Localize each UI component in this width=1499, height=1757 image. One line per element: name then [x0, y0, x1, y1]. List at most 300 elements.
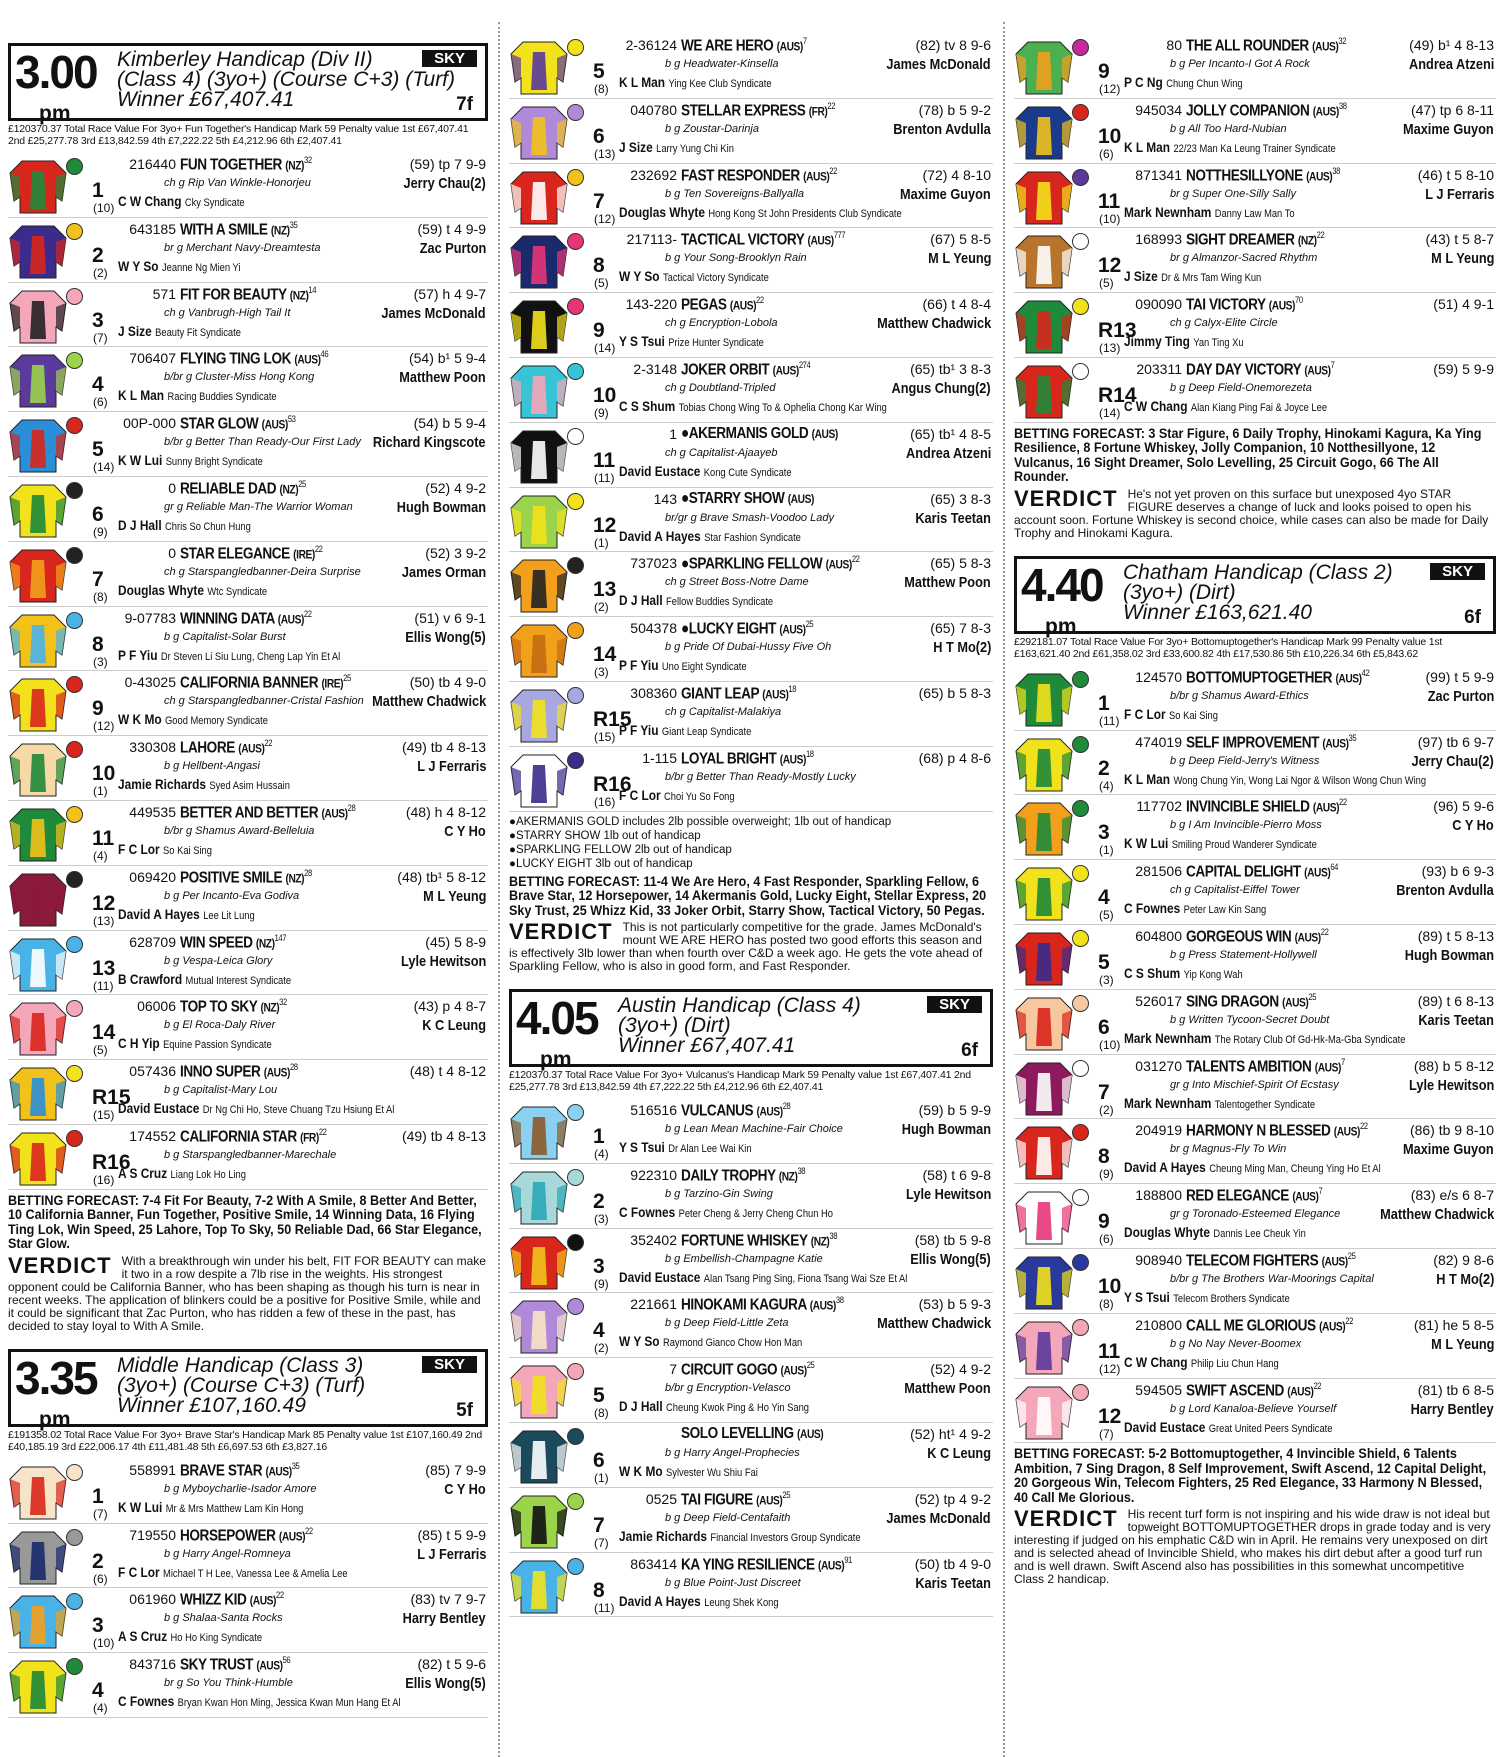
- recent-form: 330308: [129, 739, 176, 756]
- jockey-silks-icon: [8, 416, 68, 474]
- horse-name[interactable]: CIRCUIT GOGO (AUS)$^{25}$: [681, 1360, 815, 1379]
- runner-entry[interactable]: [8, 1653, 488, 1718]
- cap-icon: [1072, 930, 1089, 947]
- days-since-run: 28: [782, 1101, 791, 1112]
- horse-country: (IRE): [321, 676, 344, 691]
- jockey-silks-icon: [1014, 1188, 1074, 1246]
- runner-entry[interactable]: [8, 153, 488, 218]
- horse-name[interactable]: SOLO LEVELLING (AUS): [681, 1425, 824, 1443]
- recent-form: 040780: [630, 101, 677, 118]
- jockey-name: Jerry Chau(2): [403, 175, 486, 192]
- trainer-name: J Size Larry Yung Chi Kin: [619, 138, 734, 155]
- breeding: b g Zoustar-Darinja: [665, 122, 759, 135]
- runner-entry[interactable]: [8, 995, 488, 1060]
- horse-name[interactable]: FORTUNE WHISKEY (NZ)$^{38}$: [681, 1230, 838, 1249]
- horse-name[interactable]: TAI VICTORY (AUS)$^{70}$: [1186, 295, 1303, 314]
- cap-icon: [567, 557, 584, 574]
- horse-name[interactable]: LOYAL BRIGHT (AUS)$^{18}$: [681, 748, 814, 768]
- horse-name[interactable]: BETTER AND BETTER (AUS)$^{28}$: [180, 802, 356, 822]
- jockey-name: Lyle Hewitson: [400, 952, 486, 970]
- jockey-name: C Y Ho: [444, 822, 486, 840]
- horse-country: (AUS): [729, 298, 757, 313]
- cap-icon: [567, 298, 584, 315]
- rating-age-weight: (97) tb 6 9-7: [1417, 733, 1494, 750]
- verdict-label: VERDICT: [1014, 485, 1118, 511]
- owner-name: Mr & Mrs Matthew Lam Kin Hong: [165, 1502, 304, 1515]
- horse-country: (AUS): [1304, 865, 1331, 880]
- horse-country: (FR): [808, 104, 828, 119]
- draw-number: (4): [594, 1147, 609, 1162]
- horse-name[interactable]: SKY TRUST (AUS)$^{56}$: [180, 1655, 291, 1674]
- cap-icon: [66, 158, 83, 175]
- cap-icon: [66, 612, 83, 629]
- runner-entry[interactable]: [1014, 1184, 1496, 1249]
- horse-country: (NZ): [285, 871, 305, 886]
- rating-age-weight: (52) ht¹ 4 9-2: [910, 1426, 991, 1443]
- runner-entry[interactable]: [509, 682, 993, 747]
- column-2: [509, 0, 993, 1757]
- horse-name[interactable]: SELF IMPROVEMENT (AUS)$^{35}$: [1186, 732, 1357, 751]
- jockey-name: Maxime Guyon: [900, 185, 991, 203]
- days-since-run: 22: [318, 1126, 327, 1137]
- recent-form: 061960: [129, 1591, 176, 1608]
- horse-name[interactable]: THE ALL ROUNDER (AUS)$^{32}$: [1186, 36, 1347, 55]
- runner-entry[interactable]: [1014, 228, 1496, 293]
- horse-country: (AUS): [779, 752, 806, 767]
- recent-form: 7: [669, 1361, 677, 1378]
- recent-form: 204919: [1135, 1122, 1182, 1139]
- runner-entry[interactable]: [1014, 1314, 1496, 1379]
- horse-name[interactable]: INNO SUPER (AUS)$^{28}$: [180, 1062, 298, 1081]
- days-since-run: 42: [1361, 667, 1370, 678]
- saddle-number: 5: [593, 60, 605, 83]
- jockey-silks-icon: [509, 103, 569, 161]
- trainer-name: P F Yiu Dr Steven Li Siu Lung, Cheng Lap Yin Et Al: [118, 646, 341, 663]
- jockey-name: Harry Bentley: [1411, 1400, 1494, 1418]
- runner-entry[interactable]: [8, 1459, 488, 1524]
- trainer-name: David Eustace Alan Tsang Ping Sing, Fiona Tsang Wai Sze Et Al: [619, 1268, 908, 1285]
- horse-name[interactable]: GIANT LEAP (AUS)$^{18}$: [681, 683, 797, 703]
- recent-form: 143: [653, 490, 677, 507]
- owner-name: Syed Asim Hussain: [209, 780, 290, 793]
- owner-name: Yip Kong Wah: [1183, 968, 1243, 981]
- cap-icon: [1072, 800, 1089, 817]
- runner-entry[interactable]: [8, 1125, 488, 1190]
- horse-country: (AUS): [1268, 298, 1296, 313]
- cap-icon: [1072, 995, 1089, 1012]
- trainer-name: W Y So Jeanne Ng Mien Yi: [118, 257, 241, 274]
- runner-entry[interactable]: [1014, 1379, 1496, 1444]
- runner-entry[interactable]: [1014, 1249, 1496, 1314]
- draw-number: (14): [1099, 405, 1121, 420]
- race-time: [11, 46, 117, 125]
- jockey-name: Matthew Chadwick: [876, 315, 991, 333]
- race-title: Kimberley Handicap (Div II): [117, 48, 373, 71]
- days-since-run: 7: [1340, 1056, 1345, 1067]
- horse-name[interactable]: ●STARRY SHOW (AUS): [681, 489, 814, 507]
- breeding: b g Shalaa-Santa Rocks: [164, 1612, 283, 1625]
- breeding: b g Lord Kanaloa-Believe Yourself: [1170, 1402, 1337, 1415]
- horse-name[interactable]: CAPITAL DELIGHT (AUS)$^{64}$: [1186, 862, 1338, 881]
- horse-country: (NZ): [289, 287, 309, 302]
- horse-name[interactable]: GORGEOUS WIN (AUS)$^{22}$: [1186, 926, 1329, 946]
- horse-name[interactable]: BRAVE STAR (AUS)$^{35}$: [180, 1460, 300, 1480]
- runner-entry[interactable]: [509, 552, 993, 617]
- saddle-number: 12: [92, 891, 116, 915]
- horse-name[interactable]: BOTTOMUPTOGETHER (AUS)$^{42}$: [1186, 667, 1370, 687]
- trainer-name: K W Lui Mr & Mrs Matthew Lam Kin Hong: [118, 1498, 304, 1515]
- horse-name[interactable]: KA YING RESILIENCE (AUS)$^{91}$: [681, 1554, 852, 1573]
- runner-entry[interactable]: [8, 1588, 488, 1653]
- trainer-name: K L Man 22/23 Man Ka Leung Trainer Syndicate: [1124, 138, 1336, 155]
- horse-name[interactable]: FIT FOR BEAUTY (NZ)$^{14}$: [180, 284, 317, 303]
- days-since-run: 35: [291, 1460, 300, 1471]
- horse-country: (AUS): [1321, 1254, 1348, 1269]
- cap-icon: [66, 482, 83, 499]
- days-since-run: 38: [1338, 100, 1347, 111]
- runner-entry[interactable]: [1014, 860, 1496, 925]
- days-since-run: 22: [1316, 230, 1325, 241]
- recent-form: 737023: [630, 555, 677, 572]
- horse-name[interactable]: INVINCIBLE SHIELD (AUS)$^{22}$: [1186, 797, 1347, 816]
- runner-entry[interactable]: [509, 1229, 993, 1294]
- trainer-name: C W Chang Cky Syndicate: [118, 193, 245, 209]
- runner-entry[interactable]: [509, 1164, 993, 1229]
- days-since-run: 274: [798, 359, 811, 370]
- jockey-silks-icon: [1014, 735, 1074, 793]
- breeding: b g Harry Angel-Prophecies: [665, 1447, 800, 1460]
- runner-entry[interactable]: [1014, 293, 1496, 358]
- runner-entry[interactable]: [509, 293, 993, 358]
- recent-form: 281506: [1135, 863, 1182, 880]
- rating-age-weight: (65) 7 8-3: [930, 620, 991, 637]
- horse-name[interactable]: CALIFORNIA BANNER (IRE)$^{25}$: [180, 673, 351, 692]
- runner-entry[interactable]: [1014, 990, 1496, 1055]
- saddle-number: 5: [593, 1384, 605, 1408]
- horse-name[interactable]: SING DRAGON (AUS)$^{25}$: [1186, 991, 1317, 1011]
- days-since-run: 28: [289, 1062, 298, 1073]
- saddle-number: 13: [593, 578, 617, 602]
- tv-channel-badge: SKY: [1430, 563, 1485, 580]
- runner-entry[interactable]: [509, 1423, 993, 1488]
- runner-entry[interactable]: [8, 1524, 488, 1589]
- runner-entry[interactable]: [509, 358, 993, 423]
- runner-entry[interactable]: [509, 1488, 993, 1553]
- betting-forecast: BETTING FORECAST: 7-4 Fit For Beauty, 7-2 With A Smile, 8 Better And Better, 10 California Banner, Fun Together, Positive Smile, 14 Winning Data, 16 Flying Ting Lok, Win Speed, 25 Lahore, Top To Sky, 50 Reliable Dad, 66 Star Elegance, Star Glow.: [8, 1191, 482, 1252]
- horse-name[interactable]: DAY DAY VICTORY (AUS)$^7$: [1186, 359, 1335, 379]
- days-since-run: 53: [287, 414, 296, 425]
- horse-name[interactable]: ●SPARKLING FELLOW (AUS)$^{22}$: [681, 554, 860, 573]
- cap-icon: [567, 1298, 584, 1315]
- draw-number: (13): [93, 913, 115, 928]
- runner-entry[interactable]: [8, 218, 488, 283]
- horse-name[interactable]: DAILY TROPHY (NZ)$^{38}$: [681, 1165, 806, 1185]
- runner-entry[interactable]: [509, 488, 993, 553]
- horse-country: (AUS): [1292, 1189, 1319, 1204]
- rating-age-weight: (96) 5 9-6: [1433, 798, 1494, 815]
- owner-name: Cheung Kwok Ping & Ho Yin Sang: [666, 1402, 810, 1415]
- draw-number: (5): [594, 276, 609, 291]
- runner-entry[interactable]: [1014, 164, 1496, 229]
- owner-name: Cky Syndicate: [184, 197, 245, 209]
- runner-entry[interactable]: [1014, 925, 1496, 990]
- jockey-name: Andrea Atzeni: [1408, 56, 1494, 73]
- horse-name[interactable]: VULCANUS (AUS)$^{28}$: [681, 1101, 791, 1120]
- runner-entry[interactable]: [8, 347, 488, 412]
- days-since-run: 22: [829, 165, 837, 176]
- cap-icon: [66, 417, 83, 434]
- runner-entry[interactable]: [1014, 731, 1496, 796]
- jockey-name: Ellis Wong(5): [405, 628, 486, 646]
- trainer-name: P F Yiu Giant Leap Syndicate: [619, 721, 752, 738]
- breeding: ch g Encryption-Lobola: [665, 317, 778, 330]
- breeding: ch g Capitalist-Eiffel Tower: [1170, 884, 1300, 897]
- horse-name[interactable]: ●LUCKY EIGHT (AUS)$^{25}$: [681, 619, 814, 638]
- trainer-name: Y S Tsui Telecom Brothers Syndicate: [1124, 1288, 1290, 1305]
- trainer-name: C S Shum Yip Kong Wah: [1124, 964, 1243, 981]
- jockey-name: Andrea Atzeni: [905, 444, 991, 462]
- rating-age-weight: (59) t 4 9-9: [417, 220, 486, 237]
- horse-country: (AUS): [263, 1065, 290, 1080]
- horse-name[interactable]: WITH A SMILE (NZ)$^{35}$: [180, 219, 298, 239]
- jockey-name: Maxime Guyon: [1403, 1141, 1494, 1159]
- runner-entry[interactable]: [1014, 795, 1496, 860]
- horse-country: (FR): [300, 1130, 319, 1145]
- saddle-number: 2: [593, 1189, 605, 1213]
- horse-name[interactable]: TACTICAL VICTORY (AUS)$^{777}$: [681, 230, 846, 249]
- race-time-pm: pm: [1045, 614, 1077, 638]
- horse-name[interactable]: WINNING DATA (AUS)$^{22}$: [180, 608, 312, 627]
- cap-icon: [567, 687, 584, 704]
- horse-country: (AUS): [321, 806, 348, 821]
- saddle-number: R16: [92, 1150, 131, 1174]
- draw-number: (9): [594, 405, 609, 420]
- horse-name[interactable]: SWIFT ASCEND (AUS)$^{22}$: [1186, 1380, 1322, 1399]
- horse-name[interactable]: CALL ME GLORIOUS (AUS)$^{22}$: [1186, 1315, 1353, 1335]
- handicap-note: ●STARRY SHOW 1lb out of handicap: [509, 829, 701, 842]
- horse-name[interactable]: TALENTS AMBITION (AUS)$^7$: [1186, 1056, 1345, 1075]
- horse-country: (AUS): [807, 233, 834, 248]
- runner-entry[interactable]: [8, 607, 488, 672]
- runner-entry[interactable]: [509, 1358, 993, 1423]
- days-since-run: 38: [797, 1165, 806, 1176]
- trainer-name: David Eustace Great United Peers Syndicate: [1124, 1418, 1333, 1435]
- runner-entry[interactable]: [1014, 1055, 1496, 1120]
- jockey-silks-icon: [8, 999, 68, 1057]
- days-since-run: 91: [844, 1554, 852, 1565]
- saddle-number: 14: [593, 643, 617, 667]
- draw-number: (3): [594, 665, 609, 680]
- horse-name[interactable]: TOP TO SKY (NZ)$^{32}$: [180, 997, 287, 1016]
- runner-entry[interactable]: [8, 542, 488, 607]
- owner-name: Ying Kee Club Syndicate: [668, 78, 772, 90]
- saddle-number: 7: [1098, 1080, 1110, 1104]
- horse-name[interactable]: HARMONY N BLESSED (AUS)$^{22}$: [1186, 1121, 1368, 1140]
- horse-name[interactable]: NOTTHESILLYONE (AUS)$^{38}$: [1186, 165, 1340, 184]
- owner-name: Larry Yung Chi Kin: [656, 142, 734, 155]
- race-time: [11, 1351, 117, 1431]
- recent-form: 352402: [630, 1231, 677, 1248]
- tv-channel-badge: SKY: [422, 1356, 477, 1373]
- recent-form: 1: [669, 425, 677, 442]
- owner-name: Raymond Gianco Chow Hon Man: [662, 1337, 803, 1350]
- jockey-name: C Y Ho: [444, 1480, 486, 1498]
- horse-name[interactable]: PEGAS (AUS)$^{22}$: [681, 295, 764, 314]
- saddle-number: 2: [92, 243, 104, 267]
- cap-icon: [567, 493, 584, 510]
- runner-entry[interactable]: [8, 1060, 488, 1125]
- jockey-name: H T Mo(2): [1435, 1270, 1494, 1288]
- draw-number: (4): [93, 1701, 108, 1716]
- owner-name: Wtc Syndicate: [207, 585, 268, 598]
- horse-name[interactable]: FLYING TING LOK (AUS)$^{46}$: [180, 349, 329, 368]
- draw-number: (9): [93, 524, 108, 539]
- runner-entry[interactable]: [1014, 34, 1496, 99]
- runner-entry[interactable]: [8, 866, 488, 931]
- horse-name[interactable]: ●AKERMANIS GOLD (AUS): [681, 424, 838, 442]
- jockey-silks-icon: [8, 222, 68, 280]
- horse-country: (AUS): [1312, 104, 1339, 119]
- cap-icon: [567, 1169, 584, 1186]
- horse-name[interactable]: WIN SPEED (NZ)$^{147}$: [180, 932, 287, 951]
- horse-name[interactable]: HORSEPOWER (AUS)$^{22}$: [180, 1525, 313, 1544]
- horse-name[interactable]: WHIZZ KID (AUS)$^{22}$: [180, 1590, 284, 1609]
- recent-form: 1-115: [642, 749, 677, 766]
- jockey-name: Brenton Avdulla: [893, 120, 991, 138]
- horse-name[interactable]: STAR ELEGANCE (IRE)$^{22}$: [180, 543, 323, 563]
- cap-icon: [567, 1363, 584, 1380]
- trainer-name: D J Hall Cheung Kwok Ping & Ho Yin Sang: [619, 1398, 810, 1415]
- runner-entry[interactable]: [509, 747, 993, 812]
- runner-entry[interactable]: [8, 283, 488, 348]
- horse-country: (NZ): [778, 1169, 798, 1184]
- recent-form: 090090: [1135, 296, 1182, 313]
- runner-entry[interactable]: [509, 99, 993, 164]
- breeding: gr g Into Mischief-Spirit Of Ecstasy: [1170, 1078, 1339, 1091]
- jockey-silks-icon: [509, 1168, 569, 1226]
- column-3: [1014, 0, 1496, 1757]
- recent-form: 117702: [1136, 798, 1182, 815]
- saddle-number: R16: [593, 772, 632, 796]
- horse-name[interactable]: STELLAR EXPRESS (FR)$^{22}$: [681, 100, 836, 120]
- horse-name[interactable]: RED ELEGANCE (AUS)$^7$: [1186, 1186, 1323, 1205]
- verdict-label: VERDICT: [1014, 1506, 1118, 1532]
- runner-entry[interactable]: [509, 1099, 993, 1164]
- saddle-number: 6: [1098, 1015, 1110, 1039]
- horse-country: (NZ): [285, 158, 304, 173]
- breeding: br/gr g Brave Smash-Voodoo Lady: [665, 511, 834, 524]
- days-since-run: 22: [1345, 1315, 1353, 1326]
- jockey-name: M L Yeung: [422, 887, 486, 905]
- recent-form: 571: [152, 285, 176, 302]
- runner-entry[interactable]: [509, 228, 993, 293]
- runner-entry[interactable]: [509, 423, 993, 488]
- jockey-silks-icon: [509, 556, 569, 614]
- cap-icon: [567, 1234, 584, 1251]
- runner-entry[interactable]: [509, 617, 993, 682]
- runner-entry[interactable]: [8, 736, 488, 801]
- horse-name[interactable]: FAST RESPONDER (AUS)$^{22}$: [681, 165, 837, 184]
- horse-name[interactable]: LAHORE (AUS)$^{22}$: [180, 738, 273, 757]
- breeding: b g El Roca-Daly River: [164, 1019, 276, 1032]
- runner-entry[interactable]: [1014, 99, 1496, 164]
- runner-entry[interactable]: [509, 1553, 993, 1618]
- trainer-name: B Crawford Mutual Interest Syndicate: [118, 970, 292, 987]
- jockey-silks-icon: [1014, 994, 1074, 1052]
- runner-entry[interactable]: [8, 801, 488, 866]
- runner-entry[interactable]: [509, 164, 993, 229]
- runner-entry[interactable]: [1014, 358, 1496, 423]
- rating-age-weight: (66) t 4 8-4: [922, 296, 991, 313]
- horse-name[interactable]: FUN TOGETHER (NZ)$^{32}$: [180, 155, 312, 174]
- breeding: b g Per Incanto-Eva Godiva: [164, 889, 300, 902]
- horse-name[interactable]: TAI FIGURE (AUS)$^{25}$: [681, 1489, 791, 1509]
- runner-entry[interactable]: [1014, 666, 1496, 731]
- saddle-number: 1: [593, 1125, 605, 1149]
- draw-number: (11): [594, 470, 615, 485]
- cap-icon: [66, 676, 83, 693]
- jockey-name: James Orman: [401, 563, 486, 581]
- rating-age-weight: (89) t 5 8-13: [1417, 927, 1494, 944]
- draw-number: (1): [1099, 843, 1114, 858]
- breeding: b g Starspangledbanner-Marechale: [164, 1148, 337, 1161]
- horse-name[interactable]: JOKER ORBIT (AUS)$^{274}$: [681, 359, 811, 379]
- horse-country: (AUS): [265, 1464, 292, 1479]
- horse-name[interactable]: RELIABLE DAD (NZ)$^{25}$: [180, 478, 306, 498]
- recent-form: 00P-000: [123, 415, 176, 432]
- cap-icon: [567, 752, 584, 769]
- saddle-number: 10: [1098, 124, 1122, 148]
- cap-icon: [1072, 1254, 1089, 1271]
- horse-name[interactable]: WE ARE HERO (AUS)$^7$: [681, 36, 807, 55]
- horse-name[interactable]: STAR GLOW (AUS)$^{53}$: [180, 414, 296, 433]
- jockey-name: Ellis Wong(5): [910, 1250, 991, 1268]
- draw-number: (3): [93, 654, 108, 669]
- draw-number: (2): [594, 600, 609, 615]
- rating-age-weight: (59) b 5 9-9: [918, 1102, 991, 1119]
- runner-entry[interactable]: [8, 931, 488, 996]
- runner-entry[interactable]: [8, 477, 488, 542]
- horse-name[interactable]: HINOKAMI KAGURA (AUS)$^{38}$: [681, 1295, 844, 1314]
- rating-age-weight: (43) p 4 8-7: [413, 998, 486, 1015]
- saddle-number: 12: [1098, 1404, 1122, 1428]
- horse-name[interactable]: SIGHT DREAMER (NZ)$^{22}$: [1186, 230, 1325, 249]
- runner-entry[interactable]: [8, 412, 488, 477]
- race-class: (Class 4) (3yo+) (Course C+3) (Turf): [117, 68, 456, 91]
- horse-name[interactable]: TELECOM FIGHTERS (AUS)$^{25}$: [1186, 1250, 1356, 1270]
- runner-entry[interactable]: [509, 34, 993, 99]
- jockey-silks-icon: [8, 351, 68, 409]
- runner-entry[interactable]: [8, 671, 488, 736]
- days-since-run: 25: [782, 1489, 791, 1500]
- trainer-name: Mark Newnham The Rotary Club Of Gd-Hk-Ma-Gba Syndicate: [1124, 1029, 1406, 1046]
- runner-entry[interactable]: [509, 1293, 993, 1358]
- horse-name[interactable]: POSITIVE SMILE (NZ)$^{28}$: [180, 867, 312, 887]
- horse-name[interactable]: CALIFORNIA STAR (FR)$^{22}$: [180, 1126, 327, 1146]
- recent-form: 558991: [129, 1461, 176, 1478]
- breeding: ch g Capitalist-Malakiya: [665, 705, 782, 718]
- breeding: br g So You Think-Humble: [164, 1677, 293, 1690]
- breeding: b g Deep Field-Jerry's Witness: [1170, 754, 1320, 767]
- verdict-text: He's not yet proven on this surface but unexposed 4yo STAR FIGURE deserves a change of luck and looks poised to open his account soon. Fortune Whiskey is second choice, while cases can also be made for Daily Trophy and Hinokami Kagura.: [1014, 486, 1489, 540]
- tv-channel-badge: SKY: [927, 996, 982, 1013]
- breeding: b g No Nay Never-Boomex: [1170, 1337, 1302, 1350]
- jockey-name: Hugh Bowman: [396, 498, 486, 516]
- owner-name: Mutual Interest Syndicate: [185, 974, 292, 987]
- horse-name[interactable]: JOLLY COMPANION (AUS)$^{38}$: [1186, 100, 1347, 120]
- days-since-run: 22: [305, 1525, 313, 1536]
- runner-entry[interactable]: [1014, 1119, 1496, 1184]
